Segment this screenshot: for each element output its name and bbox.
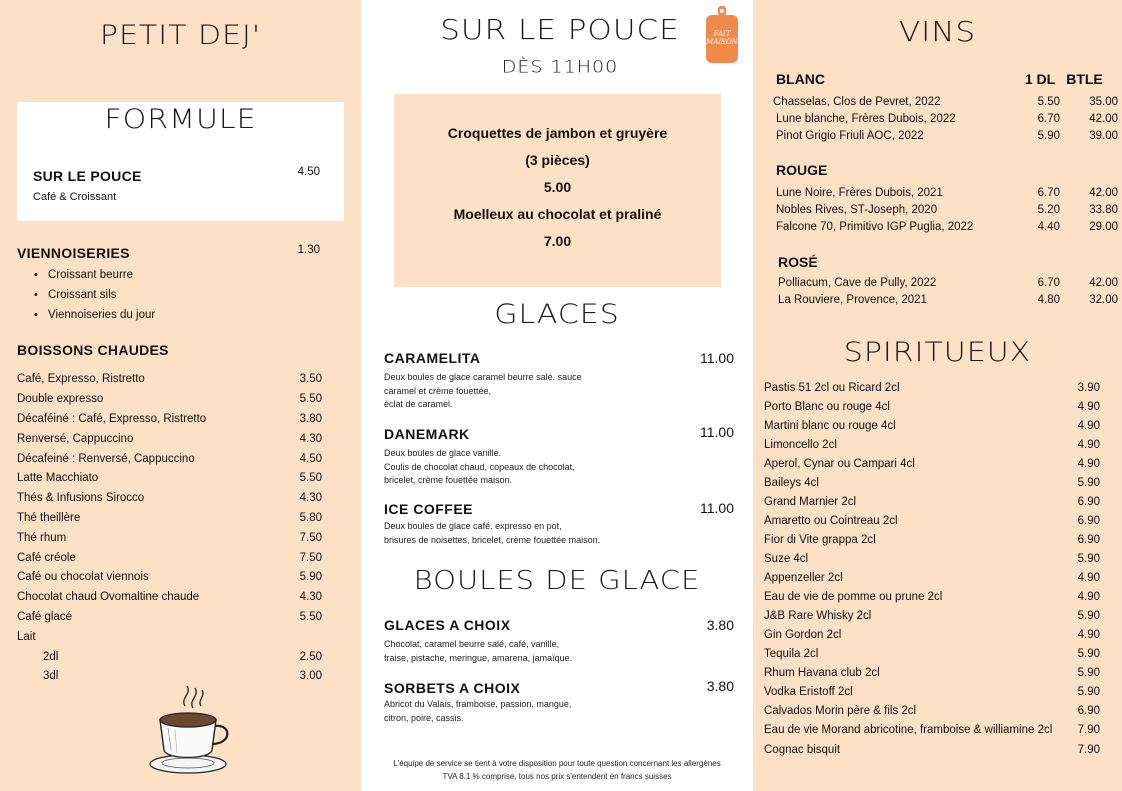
spirit-price: 4.90	[1077, 591, 1100, 603]
formule-price: 4.50	[297, 166, 320, 178]
list-item: • Croissant sils	[34, 289, 155, 309]
glace-price: 11.00	[700, 500, 734, 516]
spirit-price: 3.90	[1077, 382, 1100, 394]
spirit-row	[764, 724, 1100, 742]
wine-btle: 33.80	[1089, 204, 1118, 216]
promo-price: 7.00	[543, 233, 572, 249]
wine-name: Nobles Rives, ST-Joseph, 2020	[776, 204, 938, 216]
rose-title: ROSÉ	[778, 254, 818, 270]
boule-desc	[384, 698, 571, 725]
viennoiseries-price: 1.30	[297, 244, 320, 256]
item-name: Renversé, Cappuccino	[17, 433, 134, 445]
spirit-name: Appenzeller 2cl	[764, 572, 843, 584]
menu-row	[17, 453, 322, 471]
col-1dl-header: 1 DL	[1024, 71, 1056, 87]
desc-line: brisures de noisettes, bricelet, crème fouettée maison.	[384, 534, 601, 545]
petit-dej-title: PETIT DEJ'	[99, 19, 262, 52]
item-price: 3.80	[299, 413, 322, 425]
spirit-name: Calvados Morin père & fils 2cl	[764, 705, 917, 717]
item-price: 5.50	[299, 393, 322, 405]
spirit-price: 5.90	[1077, 667, 1100, 679]
spirit-row	[764, 382, 1100, 400]
glace-desc	[384, 520, 600, 547]
menu-row	[17, 433, 322, 451]
item-name: 3dl	[43, 670, 59, 682]
footer-allergens: L'équipe de service se tient à votre disposition pour toute question concernant les allergènes	[393, 759, 721, 768]
boissons-title: BOISSONS CHAUDES	[17, 342, 169, 358]
spirit-row	[764, 458, 1100, 476]
spirit-name: Amaretto ou Cointreau 2cl	[764, 515, 898, 527]
glaces-title: GLACES	[494, 298, 620, 331]
menu-row	[17, 591, 322, 609]
spirit-price: 6.90	[1077, 496, 1100, 508]
desc-line: fraise, pistache, meringue, amarena, jamaïque.	[384, 652, 573, 663]
glace-desc	[384, 447, 575, 488]
spirit-price: 4.90	[1077, 401, 1100, 413]
viennoiseries-title: VIENNOISERIES	[17, 245, 130, 261]
spirit-price: 6.90	[1077, 515, 1100, 527]
menu-row	[17, 393, 322, 411]
spirit-price: 5.90	[1077, 477, 1100, 489]
blanc-title: BLANC	[776, 71, 825, 87]
desc-line: caramel et crème fouettée,	[384, 385, 492, 396]
desc-line: Coulis de chocolat chaud, copeaux de chocolat,	[384, 461, 575, 472]
spirit-name: Gin Gordon 2cl	[764, 629, 842, 641]
spirit-row	[764, 515, 1100, 533]
wine-name: La Rouviere, Provence, 2021	[778, 294, 927, 306]
spirit-name: Vodka Eristoff 2cl	[764, 686, 853, 698]
spirit-name: Rhum Havana club 2cl	[764, 667, 880, 679]
wine-name: Lune Noire, Frères Dubois, 2021	[776, 187, 943, 199]
list-item: • Croissant beurre	[34, 269, 155, 289]
spirit-name: Fior di Vite grappa 2cl	[764, 534, 876, 546]
wine-name: Chasselas, Clos de Pevret, 2022	[773, 96, 941, 108]
formule-name: SUR LE POUCE	[33, 168, 142, 184]
spirit-name: Eau de vie de pomme ou prune 2cl	[764, 591, 943, 603]
spirit-price: 4.90	[1077, 420, 1100, 432]
spirit-row	[764, 629, 1100, 647]
item-name: Latte Macchiato	[17, 472, 99, 484]
item-name: Café ou chocolat viennois	[17, 571, 149, 583]
boules-title: BOULES DE GLACE	[413, 564, 701, 596]
viennoiseries-list	[34, 269, 155, 329]
item-price: 7.50	[299, 532, 322, 544]
item-price: 5.50	[299, 611, 322, 623]
item-price: 4.30	[299, 433, 322, 445]
spirit-row	[764, 610, 1100, 628]
menu-row	[17, 413, 322, 431]
item-price: 5.90	[299, 571, 322, 583]
wine-btle: 42.00	[1089, 187, 1118, 199]
boule-price: 3.80	[706, 678, 734, 694]
spirit-row	[764, 648, 1100, 666]
spirit-row	[764, 401, 1100, 419]
item-name: Décaféiné : Café, Expresso, Ristretto	[17, 413, 207, 425]
list-item: • Viennoiseries du jour	[34, 309, 155, 329]
wine-btle: 29.00	[1089, 221, 1118, 233]
spirit-row	[764, 744, 1100, 762]
item-price: 5.50	[299, 472, 322, 484]
desc-line: Deux boules de glace café. expresso en pot,	[384, 521, 562, 531]
item-price: 2.50	[299, 651, 322, 663]
rouge-title: ROUGE	[776, 162, 828, 178]
spirit-row	[764, 439, 1100, 457]
wine-dl: 6.70	[1037, 187, 1060, 199]
glace-name: ICE COFFEE	[384, 501, 474, 517]
spirit-price: 4.90	[1077, 572, 1100, 584]
spirit-name: Baileys 4cl	[764, 477, 819, 489]
sur-le-pouce-subtitle: DÈS 11H00	[501, 57, 619, 77]
spirit-price: 7.90	[1077, 744, 1100, 756]
spirit-row	[764, 667, 1100, 685]
desc-line: Deux boules de glace caramel beurre salé. sauce	[384, 372, 582, 382]
spirit-price: 6.90	[1077, 705, 1100, 717]
logo-text: FAIT MAISON	[706, 30, 738, 46]
spirit-name: Eau de vie Morand abricotine, framboise & williamine 2cl	[764, 724, 1053, 736]
item-name: Café, Expresso, Ristretto	[17, 373, 145, 385]
spirit-row	[764, 553, 1100, 571]
glace-name: CARAMELITA	[384, 350, 481, 366]
spirit-name: Cognac bisquit	[764, 744, 841, 756]
spirit-name: Limoncello 2cl	[764, 439, 837, 451]
wine-btle: 39.00	[1089, 130, 1118, 142]
wine-btle: 32.00	[1089, 294, 1118, 306]
spirit-name: Grand Marnier 2cl	[764, 496, 857, 508]
glace-name: DANEMARK	[384, 426, 470, 442]
spirit-row	[764, 705, 1100, 723]
item-price: 4.50	[299, 453, 322, 465]
promo-price: 5.00	[543, 179, 572, 195]
menu-row	[17, 571, 322, 589]
formule-desc: Café & Croissant	[33, 191, 117, 203]
wine-name: Lune blanche, Frères Dubois, 2022	[776, 113, 956, 125]
item-price: 4.30	[299, 591, 322, 603]
spirit-row	[764, 572, 1100, 590]
menu-row	[17, 532, 322, 550]
spirit-name: J&B Rare Whisky 2cl	[764, 610, 872, 622]
glace-price: 11.00	[700, 350, 734, 366]
item-name: 2dl	[43, 651, 59, 663]
spirit-row	[764, 496, 1100, 514]
item-name: Chocolat chaud Ovomaltine chaude	[17, 591, 200, 603]
item-name: Café créole	[17, 552, 76, 564]
item-name: Double expresso	[17, 393, 104, 405]
footer-tva: TVA 8.1 % comprise, tous nos prix s'entendent en francs suisses	[442, 772, 672, 781]
spiritueux-title: SPIRITUEUX	[843, 336, 1032, 369]
menu-row	[17, 512, 322, 530]
spirit-row	[764, 477, 1100, 495]
item-name: Lait	[17, 631, 36, 643]
spirit-row	[764, 534, 1100, 552]
spirit-name: Porto Blanc ou rouge 4cl	[764, 401, 890, 413]
desc-line: Abricot du Valais, framboise, passion, mangue,	[384, 699, 572, 709]
menu-row	[17, 611, 322, 629]
menu-row	[17, 492, 322, 510]
formule-title: FORMULE	[104, 103, 257, 136]
boule-price: 3.80	[706, 617, 734, 633]
desc-line: éclat de caramel.	[384, 399, 453, 409]
spirit-name: Suze 4cl	[764, 553, 809, 565]
vins-title: VINS	[898, 15, 977, 49]
wine-dl: 5.90	[1037, 130, 1060, 142]
menu-row	[17, 472, 322, 490]
spirit-price: 6.90	[1077, 534, 1100, 546]
wine-btle: 42.00	[1089, 113, 1118, 125]
item-name: Thé theillère	[17, 512, 81, 524]
spirit-row	[764, 420, 1100, 438]
glace-desc	[384, 371, 582, 412]
item-price: 5.80	[299, 512, 322, 524]
desc-line: bricelet, crème fouettée maison.	[384, 475, 513, 485]
sur-le-pouce-title: SUR LE POUCE	[440, 13, 680, 47]
spirit-price: 4.90	[1077, 439, 1100, 451]
wine-dl: 6.70	[1037, 113, 1060, 125]
coffee-cup-icon	[140, 678, 240, 778]
spirit-row	[764, 591, 1100, 609]
spirit-price: 4.90	[1077, 458, 1100, 470]
glace-price: 11.00	[700, 424, 734, 440]
spirit-price: 5.90	[1077, 610, 1100, 622]
promo-box	[394, 94, 721, 287]
item-name: Thés & Infusions Sirocco	[17, 492, 145, 504]
wine-dl: 5.20	[1037, 204, 1060, 216]
wine-dl: 4.80	[1037, 294, 1060, 306]
col-btle-header: BTLE	[1066, 71, 1103, 87]
wine-dl: 4.40	[1037, 221, 1060, 233]
spirit-price: 4.90	[1077, 629, 1100, 641]
boule-name: SORBETS A CHOIX	[384, 680, 521, 696]
spirit-price: 5.90	[1077, 648, 1100, 660]
spirit-name: Tequila 2cl	[764, 648, 819, 660]
item-name: Thé rhum	[17, 532, 67, 544]
promo-line: Croquettes de jambon et gruyère	[447, 125, 668, 141]
item-name: Café glacé	[17, 611, 72, 623]
spirit-price: 5.90	[1077, 686, 1100, 698]
spirit-name: Martini blanc ou rouge 4cl	[764, 420, 896, 432]
wine-name: Pinot Grigio Friuli AOC, 2022	[776, 130, 924, 142]
wine-btle: 35.00	[1089, 96, 1118, 108]
spirit-name: Aperol, Cynar ou Campari 4cl	[764, 458, 915, 470]
wine-name: Falcone 70, Primitivo IGP Puglia, 2022	[776, 221, 974, 233]
spirit-row	[764, 686, 1100, 704]
spirit-price: 7.90	[1077, 724, 1100, 736]
wine-name: Polliacum, Cave de Pully, 2022	[778, 277, 937, 289]
item-price: 4.30	[299, 492, 322, 504]
desc-line: Deux boules de glace vanille.	[384, 448, 502, 458]
wine-btle: 42.00	[1089, 277, 1118, 289]
wine-dl: 5.50	[1037, 96, 1060, 108]
item-price: 3.50	[299, 373, 322, 385]
menu-row	[17, 552, 322, 570]
menu-row	[17, 631, 322, 649]
menu-row	[17, 373, 322, 391]
item-price: 7.50	[299, 552, 322, 564]
item-price: 3.00	[299, 670, 322, 682]
spirit-name: Pastis 51 2cl ou Ricard 2cl	[764, 382, 900, 394]
item-name: Décafeiné : Renversé, Cappuccino	[17, 453, 195, 465]
wine-dl: 6.70	[1037, 277, 1060, 289]
boule-name: GLACES A CHOIX	[384, 617, 511, 633]
promo-line: (3 pièces)	[525, 152, 590, 168]
spirit-price: 5.90	[1077, 553, 1100, 565]
fait-maison-logo	[704, 6, 740, 64]
menu-row	[43, 651, 322, 669]
desc-line: Chocolat, caramel beurre salé, café, vanille,	[384, 639, 560, 649]
boule-desc	[384, 638, 572, 665]
desc-line: citron, poire, cassis.	[384, 712, 464, 723]
promo-line: Moelleux au chocolat et praliné	[453, 206, 662, 222]
